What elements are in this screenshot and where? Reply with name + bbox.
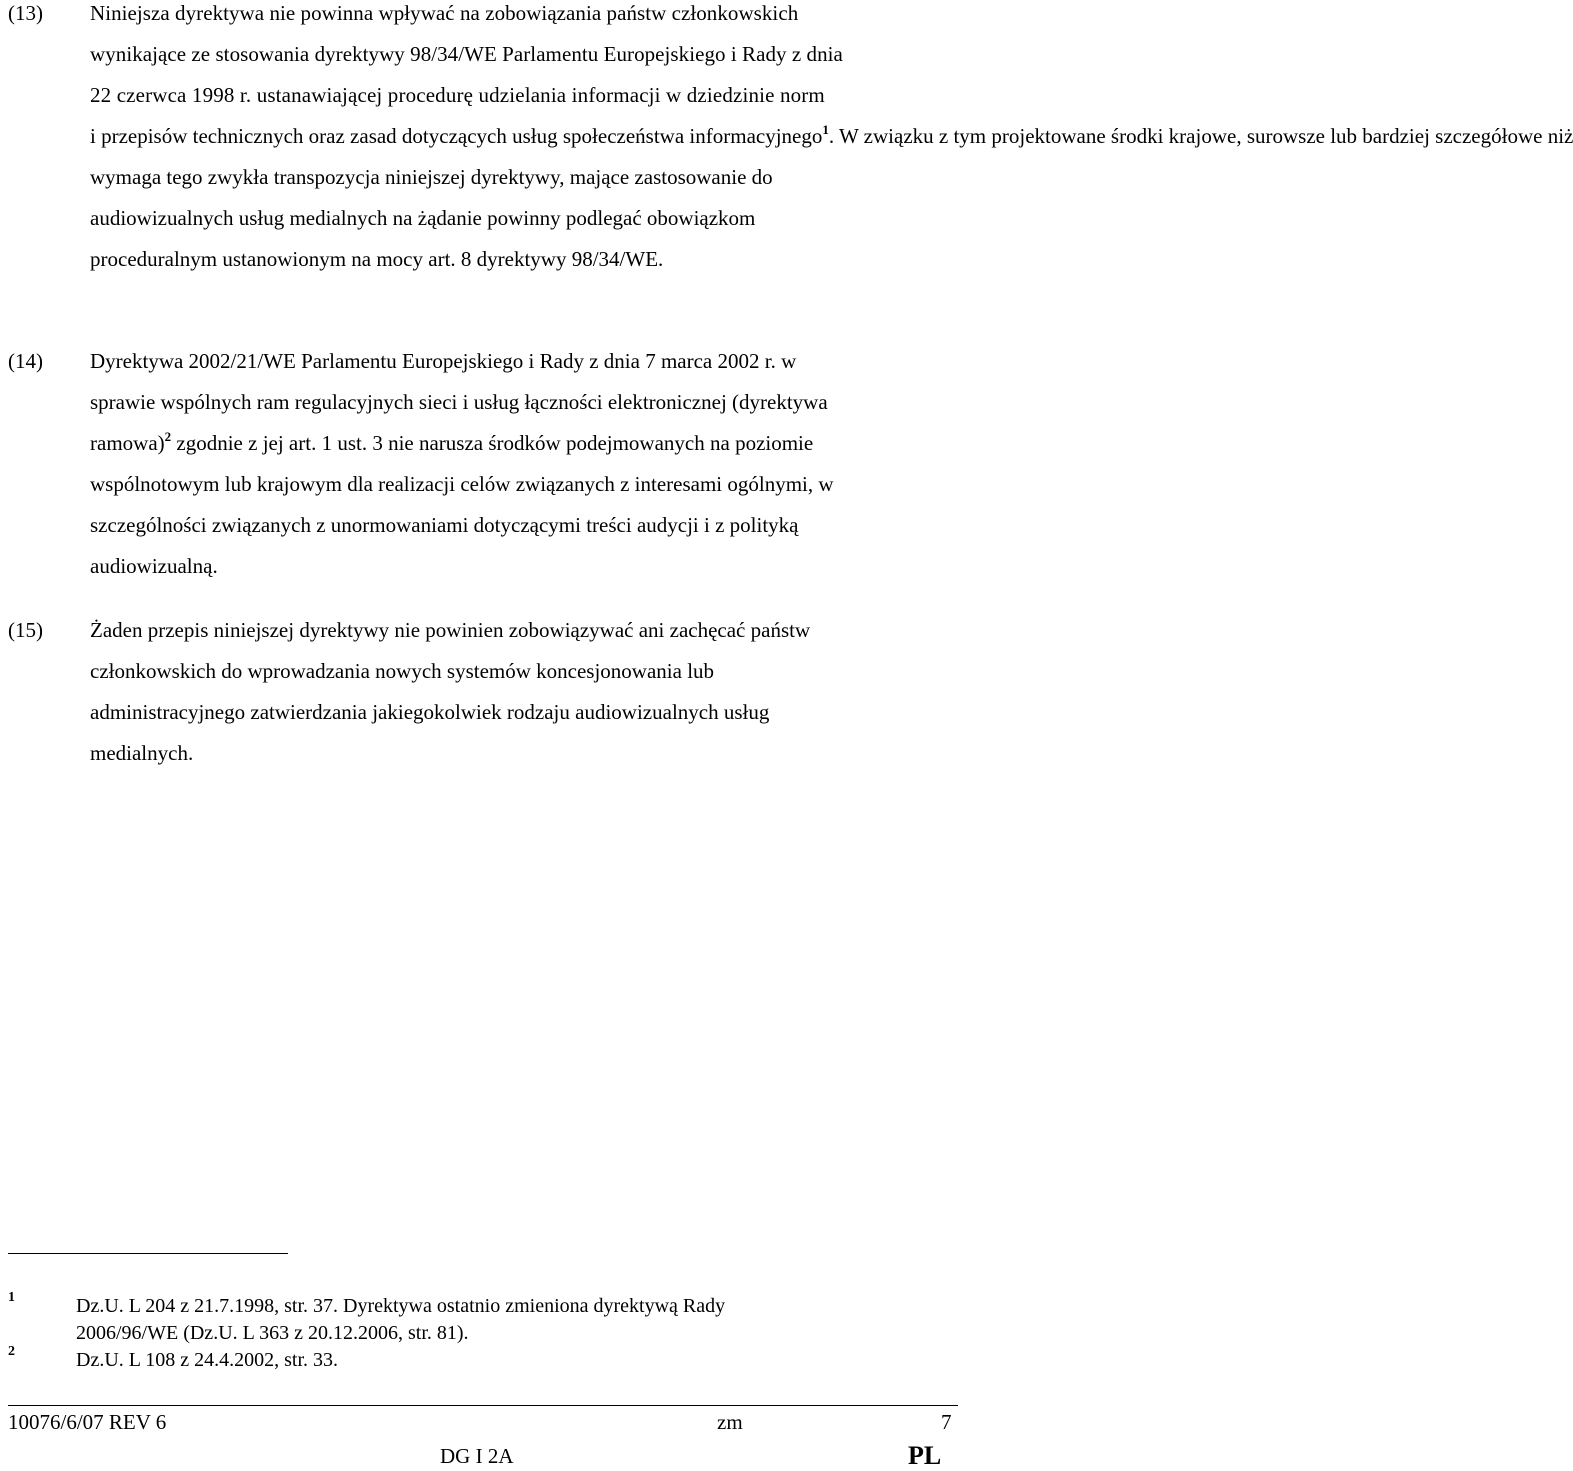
footnote-line: Dz.U. L 204 z 21.7.1998, str. 37. Dyrektywa ostatnio zmieniona dyrektywą Rady <box>76 1295 726 1317</box>
recital-number: (13) <box>8 1 43 25</box>
recital-text <box>90 0 1573 280</box>
footnote-number: 2 <box>8 1344 15 1359</box>
footnote-2 <box>76 1347 338 1374</box>
text-line: Dyrektywa 2002/21/WE Parlamentu Europejskiego i Rady z dnia 7 marca 2002 r. w <box>90 349 797 373</box>
text-line: szczególności związanych z unormowaniami dotyczącymi treści audycji i z polityką <box>90 513 799 537</box>
text-line: wynikające ze stosowania dyrektywy 98/34/WE Parlamentu Europejskiego i Rady z dnia <box>90 42 843 66</box>
text-line: wymaga tego zwykła transpozycja niniejszej dyrektywy, mające zastosowanie do <box>90 165 773 189</box>
text-line: proceduralnym ustanowionym na mocy art. 8 dyrektywy 98/34/WE. <box>90 247 664 271</box>
recital-13 <box>0 0 1573 333</box>
text-fragment: i przepisów technicznych oraz zasad dotyczących usług społeczeństwa informacyjnego <box>90 124 823 148</box>
recital-15 <box>0 610 960 780</box>
footnote-line: 2006/96/WE (Dz.U. L 363 z 20.12.2006, str. 81). <box>76 1322 469 1344</box>
footnote-ref-2: 2 <box>164 429 172 444</box>
text-line: Niniejsza dyrektywa nie powinna wpływać na zobowiązania państw członkowskich <box>90 1 799 25</box>
recital-text <box>90 341 930 587</box>
text-line: wspólnotowym lub krajowym dla realizacji celów związanych z interesami ogólnymi, w <box>90 472 834 496</box>
text-line-with-ref <box>90 423 930 464</box>
text-line: Żaden przepis niniejszej dyrektywy nie powinien zobowiązywać ani zachęcać państw <box>90 618 811 642</box>
text-line: członkowskich do wprowadzania nowych systemów koncesjonowania lub <box>90 659 715 683</box>
text-line: sprawie wspólnych ram regulacyjnych sieci i usług łączności elektronicznej (dyrektywa <box>90 390 828 414</box>
footer-separator <box>8 1405 958 1406</box>
recital-text <box>90 610 930 774</box>
page-number: 7 <box>941 1410 952 1434</box>
footnote-separator <box>8 1253 288 1254</box>
footnote-line: Dz.U. L 108 z 24.4.2002, str. 33. <box>76 1349 339 1371</box>
text-line: medialnych. <box>90 741 194 765</box>
footnote-1 <box>76 1293 725 1347</box>
text-fragment: zgodnie z jej art. 1 ust. 3 nie narusza środków podejmowanych na poziomie <box>171 431 814 455</box>
recital-14 <box>0 341 960 601</box>
language-code: PL <box>908 1441 942 1470</box>
recital-number: (15) <box>8 618 43 642</box>
text-fragment: . W związku z tym projektowane środki krajowe, surowsze lub bardziej szczegółowe niż <box>828 124 1573 148</box>
document-reference: 10076/6/07 REV 6 <box>8 1410 167 1434</box>
footnote-number: 1 <box>8 1290 15 1305</box>
text-fragment: ramowa) <box>90 431 165 455</box>
footnote-ref-1: 1 <box>822 122 829 137</box>
author-initials: zm <box>717 1410 743 1434</box>
directorate-general: DG I 2A <box>440 1444 514 1468</box>
recital-number: (14) <box>8 349 43 373</box>
text-line-with-ref <box>90 116 1573 157</box>
text-line: audiowizualną. <box>90 554 218 578</box>
text-line: 22 czerwca 1998 r. ustanawiającej procedurę udzielania informacji w dziedzinie norm <box>90 83 825 107</box>
text-line: administracyjnego zatwierdzania jakiegokolwiek rodzaju audiowizualnych usług <box>90 700 770 724</box>
text-line: audiowizualnych usług medialnych na żądanie powinny podlegać obowiązkom <box>90 206 756 230</box>
